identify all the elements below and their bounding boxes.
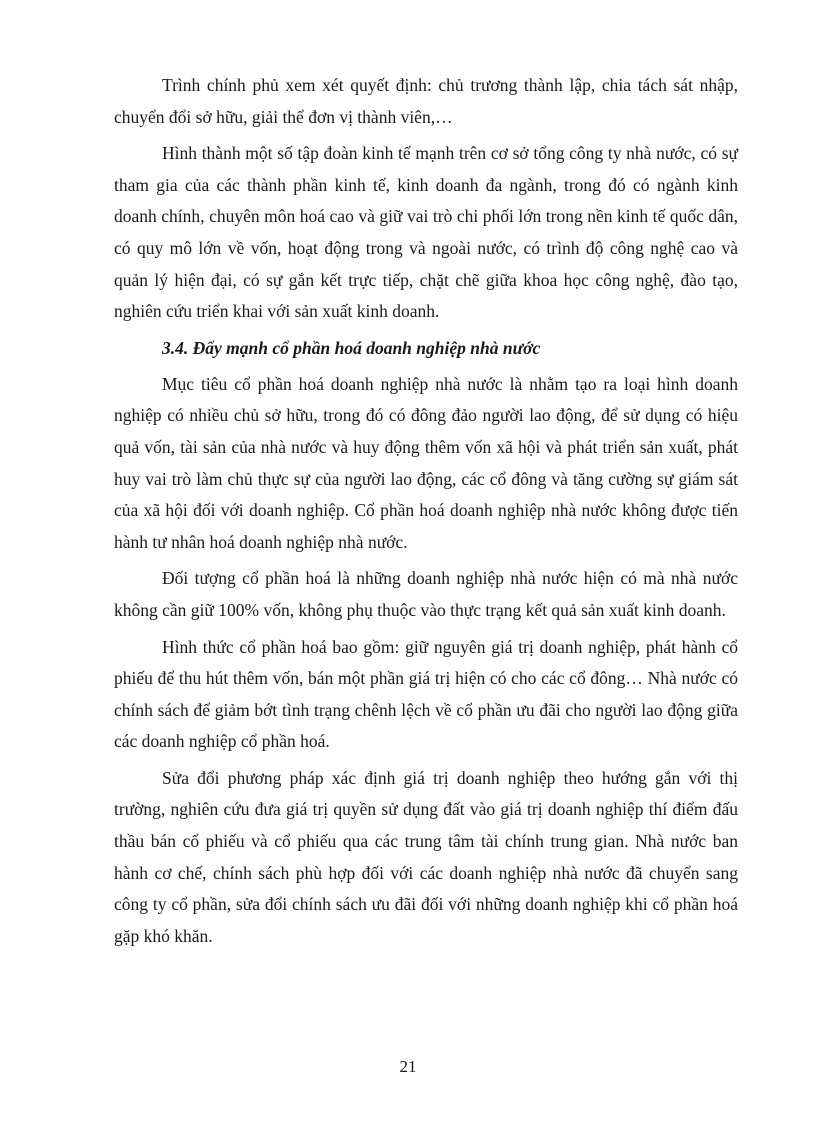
section-heading: 3.4. Đẩy mạnh cổ phần hoá doanh nghiệp nhà nước <box>162 337 541 358</box>
paragraph: Sửa đổi phương pháp xác định giá trị doanh nghiệp theo hướng gắn với thị trường, nghiên cứu đưa giá trị quyền sử dụng đất vào giá trị doanh nghiệp thí điểm đấu thầu bán cổ phiếu và cổ phiếu qua các trung tâm tài chính trung gian. Nhà nước ban hành cơ chế, chính sách phù hợp đối với các doanh nghiệp nhà nước đã chuyển sang công ty cổ phần, sửa đổi chính sách ưu đãi đối với những doanh nghiệp khi cổ phần hoá gặp khó khăn. <box>114 767 738 946</box>
paragraph: Trình chính phủ xem xét quyết định: chủ trương thành lập, chia tách sát nhập, chuyển đổi sở hữu, giải thể đơn vị thành viên,… <box>114 75 738 127</box>
page-number: 21 <box>399 1057 417 1076</box>
paragraph: Đối tượng cổ phần hoá là những doanh nghiệp nhà nước hiện có mà nhà nước không cần giữ 100% vốn, không phụ thuộc vào thực trạng kết quả sản xuất kinh doanh. <box>114 568 738 620</box>
paragraph: Hình thành một số tập đoàn kinh tế mạnh trên cơ sở tổng công ty nhà nước, có sự tham gia của các thành phần kinh tế, kinh doanh đa ngành, trong đó có ngành kinh doanh chính, chuyên môn hoá cao và giữ vai trò chi phối lớn trong nền kinh tế quốc dân, có quy mô lớn về vốn, hoạt động trong và ngoài nước, có trình độ công nghệ cao và quản lý hiện đại, có sự gắn kết trực tiếp, chặt chẽ giữa khoa học công nghệ, đào tạo, nghiên cứu triển khai với sản xuất kinh doanh. <box>114 143 738 322</box>
document-page <box>114 70 738 957</box>
paragraph: Hình thức cổ phần hoá bao gồm: giữ nguyên giá trị doanh nghiệp, phát hành cổ phiếu để thu hút thêm vốn, bán một phần giá trị hiện có cho các cổ đông… Nhà nước có chính sách để giảm bớt tình trạng chênh lệch về cổ phần ưu đãi cho người lao động giữa các doanh nghiệp cổ phần hoá. <box>114 636 738 752</box>
paragraph: Mục tiêu cổ phần hoá doanh nghiệp nhà nước là nhằm tạo ra loại hình doanh nghiệp có nhiều chủ sở hữu, trong đó có đông đảo người lao động, để sử dụng có hiệu quả vốn, tài sản của nhà nước và huy động thêm vốn xã hội và phát triển sản xuất, phát huy vai trò làm chủ thực sự của người lao động, các cổ đông và tăng cường sự giám sát của xã hội đối với doanh nghiệp. Cổ phần hoá doanh nghiệp nhà nước không được tiến hành tư nhân hoá doanh nghiệp nhà nước. <box>114 373 738 552</box>
